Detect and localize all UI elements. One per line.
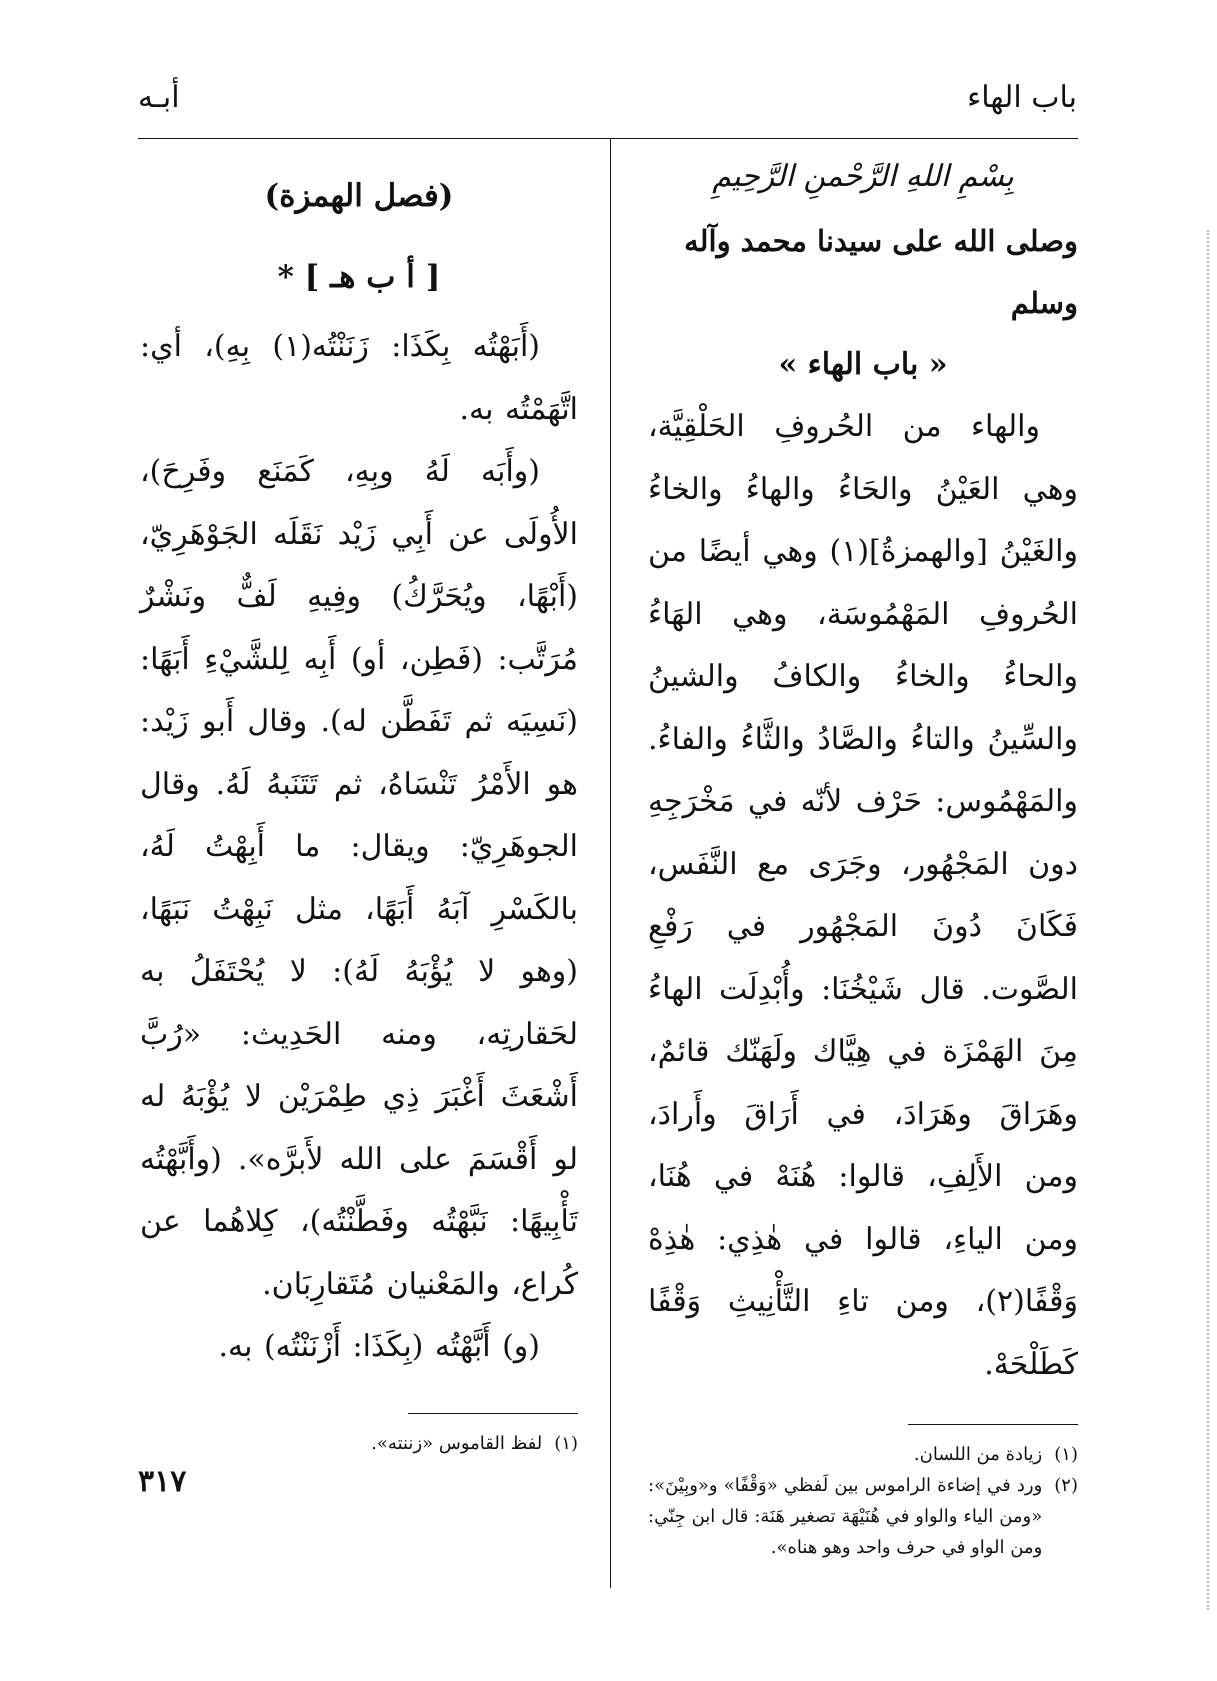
footnote-text: لفظ القاموس «زننته». (371, 1432, 543, 1454)
chapter-title: « باب الهاء » (778, 347, 948, 382)
right-paragraph: والهاء من الحُروفِ الحَلْقِيَّة، وهي العَيْنُ والحَاءُ والهاءُ والخاءُ والغَيْنُ [والهمزةُ](١) وهي أيضًا من الحُروفِ المَهْمُوسَة، وهي الهَاءُ والحاءُ والخاءُ والكافُ والشينُ والسِّينُ والتاءُ والصَّادُ والثَّاءُ والفاءُ. والمَهْمُوس: حَرْف لأنّه في مَخْرَجِهِ دون المَجْهُور، وجَرَى مع النَّفَس، فَكَانَ دُونَ المَجْهُور في رَفْعِ الصَّوت. قال شَيْخُنَا: وأُبْدِلَت الهاءُ مِنَ الهَمْزَة في هِيَّاك ولَهَنّك قائمٌ، وهَرَاقَ وهَرَادَ، في أَرَاقَ وأَرادَ، ومن الأَلِفِ، قالوا: هُنَهْ في هُنَا، ومن الياءِ، قالوا في هٰذِي: هٰذِهْ وَقْفًا(٢)، ومن تاءِ التَّأْنِيثِ وَقْفًا كَطَلْحَهْ. (648, 409, 1078, 1382)
basmala-ornament (648, 150, 1078, 210)
footnote-number: (١) (554, 1432, 578, 1454)
page-edge-dots (1207, 230, 1209, 1610)
footnote-number: (١) (1054, 1444, 1078, 1465)
footnote-number: (٢) (1054, 1475, 1078, 1496)
footnote-item (648, 1439, 1078, 1470)
left-paragraph: (أَبَهْتُه بِكَذَا: زَنَنْتُه(١) بِهِ)، أي: اتَّهَمْتُه به. (140, 329, 578, 427)
footnote-item (140, 1428, 578, 1459)
running-head-left: أبـه (138, 80, 180, 115)
left-paragraph: (و) أَبَّهْتُه (بِكَذَا: أَزْنَنْتُه) به. (218, 1329, 540, 1364)
right-body (648, 396, 1078, 1396)
section-title: (فصل الهمزة) (264, 178, 454, 214)
left-footnotes (140, 1428, 578, 1459)
header-rule (138, 138, 1078, 139)
footnote-item (648, 1470, 1078, 1563)
right-footnotes (648, 1439, 1078, 1563)
running-head-right: باب الهاء (967, 80, 1077, 115)
salutation-heading: وصلى الله على سيدنا محمد وآله وسلم (684, 224, 1078, 320)
right-column (648, 150, 1078, 1563)
left-column (140, 150, 578, 1459)
basmala-text: بِسْمِ اللهِ الرَّحْمنِ الرَّحِيمِ (712, 159, 1014, 194)
page-number: ٣١٧ (138, 1464, 187, 1499)
left-body (140, 316, 578, 1379)
footnote-text: زيادة من اللسان. (913, 1444, 1043, 1465)
column-divider (610, 138, 611, 1588)
footnote-text: ورد في إضاءة الراموس بين لَفظي «وَقْفًا» و«وبِيْنَ»: «ومن الياء والواو في هُنَيْهَة تصغير هَنَة: قال ابن جِنّي: ومن الواو في حرف واحد وهو هناه». (648, 1475, 1043, 1558)
left-paragraph: (وأَبَه لَهُ وبِهِ، كَمَنَع وفَرِحَ)، الأُولَى عن أَبِي زَيْد نَقَلَه الجَوْهَرِيّ، (أَبْهًا، ويُحَرَّكُ) وفِيهِ لَفٌّ ونَشْرٌ مُرَتَّب: (فَطِن، أو) أَبِه لِلشَّيْءِ أَبَهًا: (نَسِيَه ثم تَفَطَّن له). وقال أَبو زَيْد: هو الأَمْرُ تَنْسَاهُ، ثم تَتَنَبهُ لَهُ. وقال الجوهَرِيّ: ويقال: ما أَبِهْتُ لَهُ، بالكَسْرِ آبَهُ أَبَهًا، مثل نَبِهْتُ نَبَهًا، (وهو لا يُؤْبَهُ لَهُ): لا يُحْتَفَلُ به لحَقارتِه، ومنه الحَدِيث: «رُبَّ أَشْعَثَ أَغْبَرَ ذِي طِمْرَيْن لا يُؤْبَهُ له لو أَقْسَمَ على الله لأَبرَّه». (وأَبَّهْتُه تَأْبِيهًا: نَبَّهْتُه وفَطَّنْتُه)، كِلاهُما عن كُراع، والمَعْنيان مُتَقارِبَان. (140, 454, 578, 1302)
root-title: [ أ ب هـ ] * (277, 259, 441, 295)
